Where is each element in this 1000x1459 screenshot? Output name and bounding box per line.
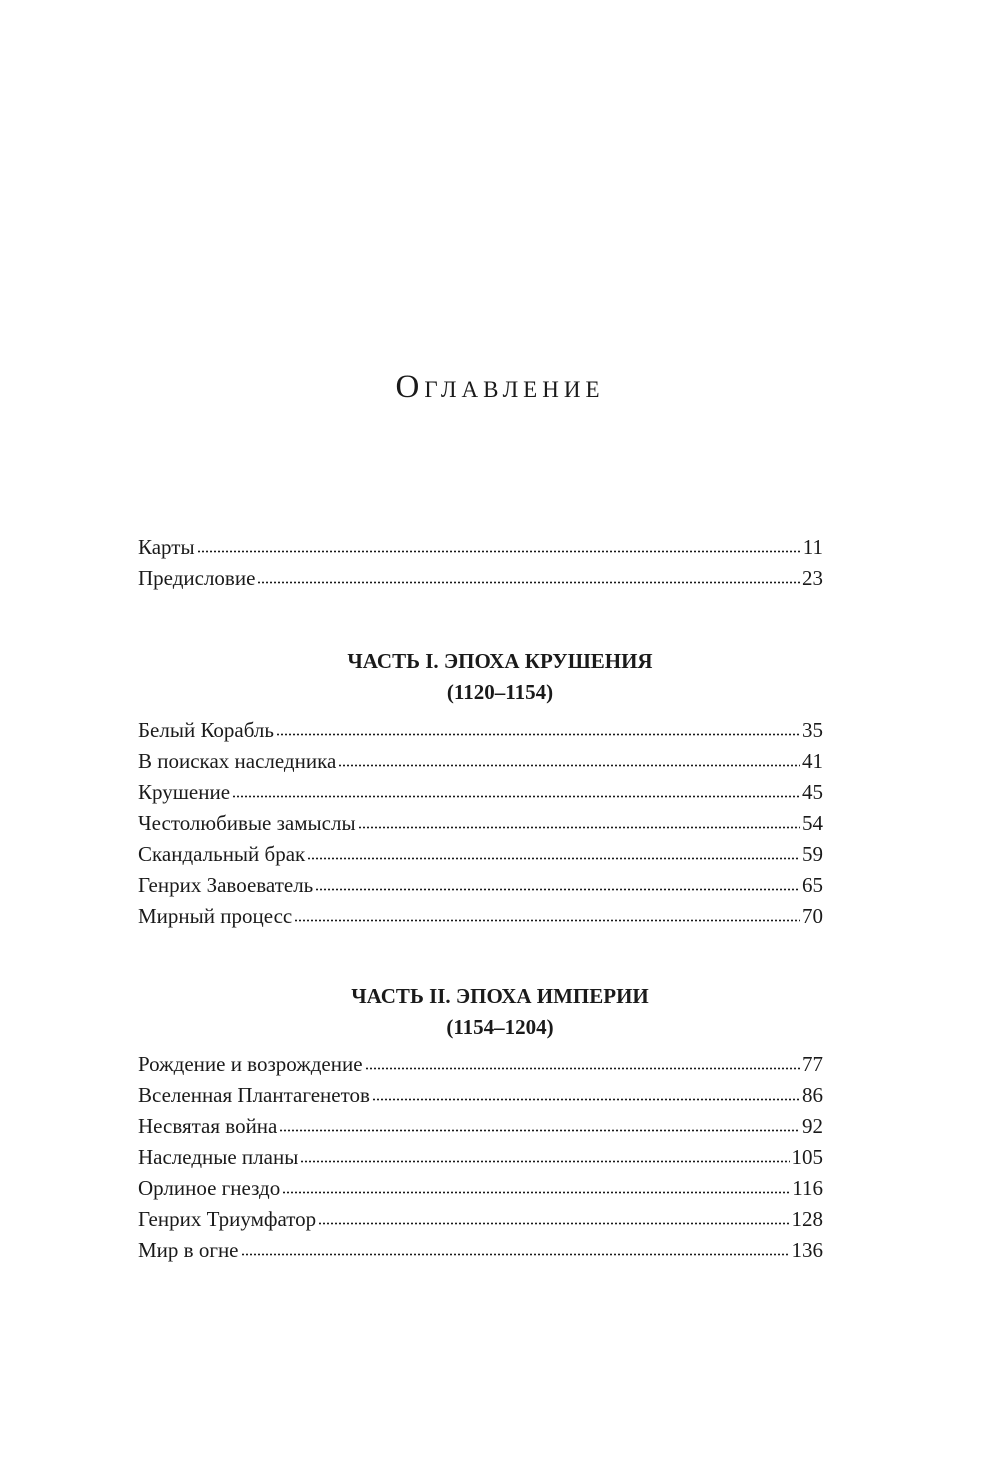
toc-entry-page: 11 xyxy=(802,535,823,559)
toc-entry-title: Вселенная Плантагенетов xyxy=(138,1083,370,1107)
toc-entry xyxy=(138,1142,823,1173)
toc-entry-page: 92 xyxy=(802,1114,823,1138)
toc-entry-title: Мирный процесс xyxy=(138,904,293,928)
toc-entry xyxy=(138,808,823,839)
toc-entry xyxy=(138,839,823,870)
toc-entry-title: Белый Корабль xyxy=(138,718,274,742)
part-heading: ЧАСТЬ I. ЭПОХА КРУШЕНИЯ xyxy=(347,649,653,673)
page-title: Оглавление xyxy=(395,369,605,405)
toc-part-1 xyxy=(138,715,823,932)
toc-entry-title: Крушение xyxy=(138,780,231,804)
toc-entry-page: 128 xyxy=(791,1207,823,1231)
toc-entry xyxy=(138,1111,823,1142)
toc-leader-dots xyxy=(197,550,801,553)
toc-leader-dots xyxy=(365,1067,800,1070)
toc-leader-dots xyxy=(372,1098,800,1101)
toc-leader-dots xyxy=(294,919,800,922)
toc-leader-dots xyxy=(315,888,800,891)
toc-leader-dots xyxy=(358,826,800,829)
toc-leader-dots xyxy=(338,764,800,767)
toc-entry xyxy=(138,870,823,901)
toc-entry xyxy=(138,1049,823,1080)
toc-part-2 xyxy=(138,1049,823,1266)
toc-leader-dots xyxy=(279,1129,800,1132)
toc-leader-dots xyxy=(300,1160,789,1163)
toc-entry-page: 105 xyxy=(791,1145,823,1169)
toc-entry-title: Рождение и возрождение xyxy=(138,1052,363,1076)
toc-entry xyxy=(138,715,823,746)
toc-entry-page: 65 xyxy=(802,873,823,897)
toc-entry-title: Несвятая война xyxy=(138,1114,278,1138)
toc-entry-page: 45 xyxy=(802,780,823,804)
toc-entry-title: Предисловие xyxy=(138,566,256,590)
toc-leader-dots xyxy=(257,581,800,584)
toc-entry-title: Наследные планы xyxy=(138,1145,299,1169)
toc-leader-dots xyxy=(282,1191,790,1194)
part-heading: ЧАСТЬ II. ЭПОХА ИМПЕРИИ xyxy=(351,984,649,1008)
toc-entry-page: 59 xyxy=(802,842,823,866)
toc-entry-title: В поисках наследника xyxy=(138,749,337,773)
toc-entry-title: Скандальный брак xyxy=(138,842,306,866)
toc-entry-title: Генрих Триумфатор xyxy=(138,1207,317,1231)
toc-entry xyxy=(138,746,823,777)
toc-entry-page: 54 xyxy=(802,811,823,835)
toc-entry xyxy=(138,1235,823,1266)
toc-entry-page: 70 xyxy=(802,904,823,928)
part-years: (1120–1154) xyxy=(446,680,554,704)
part-years: (1154–1204) xyxy=(446,1015,554,1039)
toc-entry-page: 86 xyxy=(802,1083,823,1107)
toc-entry xyxy=(138,1080,823,1111)
toc-entry-page: 23 xyxy=(802,566,823,590)
toc-entry xyxy=(138,532,823,563)
toc-entry-page: 116 xyxy=(792,1176,823,1200)
toc-entry xyxy=(138,1173,823,1204)
toc-entry-title: Карты xyxy=(138,535,195,559)
toc-entry-page: 41 xyxy=(802,749,823,773)
toc-leader-dots xyxy=(318,1222,789,1225)
toc-entry-page: 136 xyxy=(791,1238,823,1262)
toc-entry-title: Генрих Завоеватель xyxy=(138,873,314,897)
toc-leader-dots xyxy=(307,857,800,860)
toc-entry xyxy=(138,901,823,932)
toc-entry-page: 35 xyxy=(802,718,823,742)
toc-leader-dots xyxy=(232,795,800,798)
toc-entry xyxy=(138,1204,823,1235)
toc-entry xyxy=(138,563,823,594)
toc-leader-dots xyxy=(276,733,800,736)
toc-entry-page: 77 xyxy=(802,1052,823,1076)
toc-entry-title: Орлиное гнездо xyxy=(138,1176,281,1200)
toc-intro xyxy=(138,532,823,594)
toc-leader-dots xyxy=(241,1253,790,1256)
toc-entry-title: Мир в огне xyxy=(138,1238,239,1262)
toc-entry xyxy=(138,777,823,808)
toc-entry-title: Честолюбивые замыслы xyxy=(138,811,356,835)
